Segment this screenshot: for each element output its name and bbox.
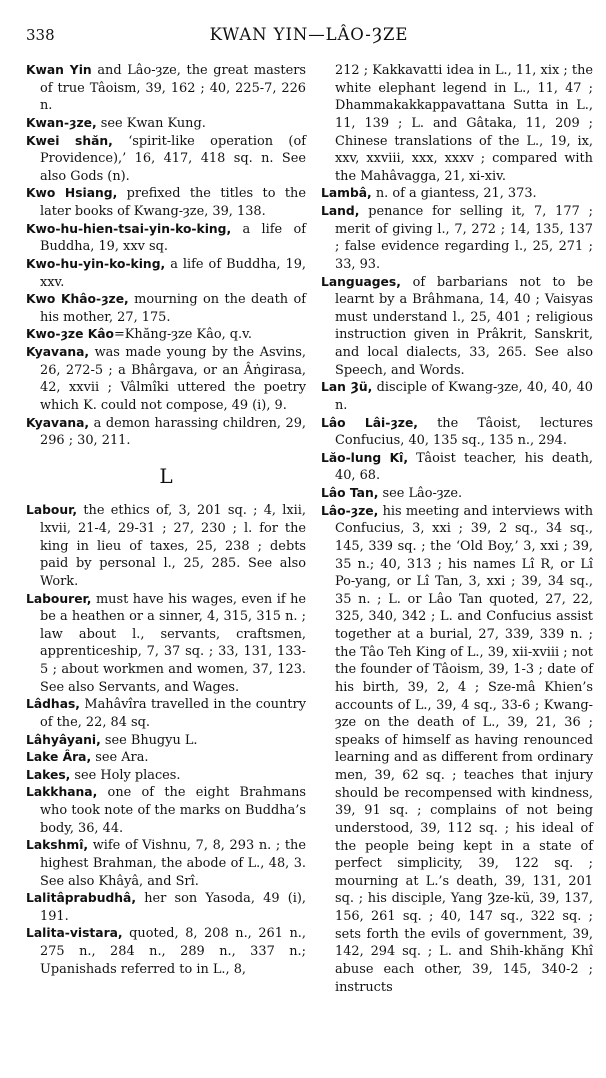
entry-text: her son Yasoda, 49 (i), 191. (40, 891, 306, 924)
entry-headword: Kwo-ȝze Kâo (26, 327, 114, 342)
entry-headword: Lâo Tan, (321, 486, 379, 500)
index-entry (26, 925, 306, 978)
entry-headword: Lambâ, (321, 186, 372, 201)
index-entry (26, 890, 306, 925)
entry-headword: Kwan-ȝze, (26, 115, 97, 130)
index-entry (321, 203, 593, 274)
entry-headword: Kyavana, (26, 345, 90, 359)
index-entry (26, 837, 306, 890)
entries-l-continued (321, 62, 593, 996)
running-head: KWAN YIN—LÂO-ȜZE (209, 25, 409, 44)
entry-headword: Lan Ȝü, (321, 380, 373, 395)
entry-text: a demon harassing children, 29, 296 ; 30, 211. (40, 415, 306, 449)
entries-l (26, 502, 306, 978)
index-entry (321, 450, 593, 485)
entry-headword: Lalitâprabudhâ, (26, 891, 136, 906)
entry-text: must have his wages, even if he be a heathen or a sinner, 4, 315, 315 n. ; law about l., servants, craftsmen, apprenticeship, 7, 37 sq. ; 33, 131, 133-5 ; about workmen and women, 37, 123. See also Servants, and Wages. (40, 591, 306, 695)
index-entry (26, 291, 306, 326)
entry-text: the Tâoist, lectures Confucius, 40, 135 sq., 135 n., 294. (335, 415, 593, 449)
entry-text: see Bhugyu L. (100, 732, 198, 748)
index-entry (26, 344, 306, 415)
index-entry (26, 502, 306, 590)
section-letter: L (159, 463, 173, 488)
entry-text: 212 ; Kakkavatti idea in L., 11, xix ; the white elephant legend in L., 11, 47 ; Dhammakakkappavattana Sutta in L., 11, 139 ; L. and Gâtaka, 11, 209 ; Chinese translations of the L., 19, ix, xxv, xxviii, xxx, xxxv ; compared with the Mahâvagga, 21, xi-xiv. (335, 63, 593, 184)
entry-headword: Lâhyâyani, (26, 732, 101, 747)
entry-headword: Kwo Khâo-ȝze, (26, 292, 129, 307)
index-entry (321, 379, 593, 414)
entry-text: penance for selling it, 7, 177 ; merit of giving l., 7, 272 ; 14, 135, 137 ; false evidence regarding l., 25, 271 ; 33, 93. (335, 204, 593, 272)
entry-text: the ethics of, 3, 201 sq. ; 4, lxii, lxvii, 21-4, 29-31 ; 27, 230 ; l. for the king in lieu of taxes, 25, 238 ; debts paid by personal l., 25, 285. See also Work. (40, 503, 306, 589)
entry-text: see Ara. (91, 750, 149, 766)
entry-headword: Lakes, (26, 767, 71, 782)
entry-text: see Holy places. (70, 767, 181, 783)
right-column (321, 62, 593, 996)
entry-headword: Lalita-vistara, (26, 926, 123, 941)
entry-text: ‘spirit-like operation (of Providence),’ 16, 417, 418 sq. n. See also Gods (n). (40, 133, 306, 184)
index-entry (321, 274, 593, 380)
index-entry (26, 62, 306, 115)
index-entry (26, 256, 306, 291)
entry-text: his meeting and interviews with Confucius, 3, xxi ; 39, 2 sq., 34 sq., 145, 339 sq. ; the ‘Old Boy,’ 3, xxi ; 39, 35 n.; 40, 313 ; his names Lî R, or Lî Po-yang, or Lî Tan, 3, xxi ; 39, 34 sq., 35 n. ; L. or Lâo Tan quoted, 27, 22, 325, 340, 342 ; L. and Confucius assist together at a burial, 27, 339, 339 n. ; the Tâo Teh King of L., 39, xii-xviii ; not the founder of Tâoism, 39, 1-3 ; date of his birth, 39, 2, 4 ; Sze-mâ Khien’s accounts of L., 39, 4 sq., 33-6 ; Kwang-ȝze on the death of L., 39, 21, 36 ; speaks of himself as having renounced learning and as different from ordinary men, 39, 62 sq. ; teaches that injury should be recompensed with kindness, 39, 91 sq. ; complains of not being understood, 39, 112 sq. ; his ideal of the people being kept in a state of perfect simplicity, 39, 122 sq. ; mourning at L.’s death, 39, 131, 201 sq. ; his disciple, Yang Ȝze-kü, 39, 137, 156, 261 sq. ; 40, 147 sq., 322 sq. ; sets forth the evils of government, 39, 142, 294 sq. ; L. and Shih-khăng Khî abuse each other, 39, 145, 340-2 ; instructs (335, 503, 593, 995)
index-entry (26, 326, 306, 344)
page-header (26, 22, 592, 48)
index-entry (26, 696, 306, 731)
entry-headword: Lakkhana, (26, 785, 98, 800)
entry-text: of barbarians not to be learnt by a Brâhmana, 14, 40 ; Vaisyas must understand l., 25, 401 ; religious instruction given in Prâkrit, Sanskrit, and local dialects, 33, 265. See also Speech, and Words. (335, 274, 593, 378)
index-entry (26, 133, 306, 186)
entry-headword: Kwo Hsiang, (26, 186, 118, 201)
entry-text: prefixed the titles to the later books of Kwang-ȝze, 39, 138. (40, 186, 306, 219)
entry-text: =Khăng-ȝze Kâo, q.v. (113, 327, 253, 343)
entry-text: disciple of Kwang-ȝze, 40, 40, 40 n. (335, 380, 593, 413)
index-entry (26, 749, 306, 767)
index-entry (321, 503, 593, 997)
entry-text: a life of Buddha, 19, xxv sq. (40, 221, 306, 255)
index-entry (321, 185, 593, 203)
index-entry (321, 62, 593, 185)
entry-headword: Kwan Yin (26, 63, 92, 77)
entry-text: one of the eight Brahmans who took note of the marks on Buddha’s body, 36, 44. (40, 785, 306, 836)
entry-text: wife of Vishnu, 7, 8, 293 n. ; the highest Brahman, the abode of L., 48, 3. See also Khâyâ, and Srî. (40, 838, 306, 889)
entry-headword: Land, (321, 204, 360, 218)
entry-headword: Kyavana, (26, 415, 90, 430)
entry-headword: Lăo-lung Kî, (321, 450, 408, 465)
entry-headword: Kwei shăn, (26, 133, 113, 148)
entry-text: see Kwan Kung. (96, 115, 206, 131)
index-entry (26, 732, 306, 750)
index-entry (26, 185, 306, 220)
index-entry (26, 221, 306, 256)
entry-headword: Lâdhas, (26, 697, 80, 712)
entry-headword: Kwo-hu-yin-ko-king, (26, 256, 166, 271)
entry-text: a life of Buddha, 19, xxv. (40, 256, 306, 290)
index-entry (26, 115, 306, 133)
index-entry (321, 485, 593, 503)
entry-text: n. of a giantess, 21, 373. (371, 186, 537, 202)
page-number: 338 (26, 26, 55, 44)
entry-headword: Lâo-ȝze, (321, 503, 379, 518)
index-entry (26, 784, 306, 837)
entry-text: Tâoist teacher, his death, 40, 68. (335, 450, 593, 484)
entry-text: and Lâo-ȝze, the great masters of true Tâoism, 39, 162 ; 40, 225-7, 226 n. (40, 63, 306, 114)
entry-text: see Lâo-ȝze. (378, 486, 463, 501)
entry-headword: Kwo-hu-hien-tsai-yin-ko-king, (26, 221, 232, 236)
entry-text: Mahâvîra travelled in the country of the, 22, 84 sq. (40, 697, 306, 730)
index-entry (26, 767, 306, 785)
entry-headword: Lakshmî, (26, 838, 89, 853)
index-entry (26, 415, 306, 450)
entry-text: quoted, 8, 208 n., 261 n., 275 n., 284 n., 289 n., 337 n.; Upanishads referred to in L., 8, (40, 926, 306, 977)
left-column (26, 62, 306, 978)
entries-k (26, 62, 306, 450)
entry-text: was made young by the Asvins, 26, 272-5 ; a Bhârgava, or an Âṅgirasa, 42, xxvii ; Vâlmîki uttered the poetry which K. could not compose, 49 (i), 9. (40, 345, 306, 413)
entry-headword: Lâo Lâi-ȝze, (321, 415, 418, 430)
entry-headword: Languages, (321, 274, 401, 289)
entry-headword: Labour, (26, 503, 78, 518)
index-entry (321, 415, 593, 450)
index-entry (26, 591, 306, 697)
entry-headword: Lake Âra, (26, 750, 92, 765)
entry-text: mourning on the death of his mother, 27, 175. (40, 292, 307, 325)
entry-headword: Labourer, (26, 591, 92, 606)
